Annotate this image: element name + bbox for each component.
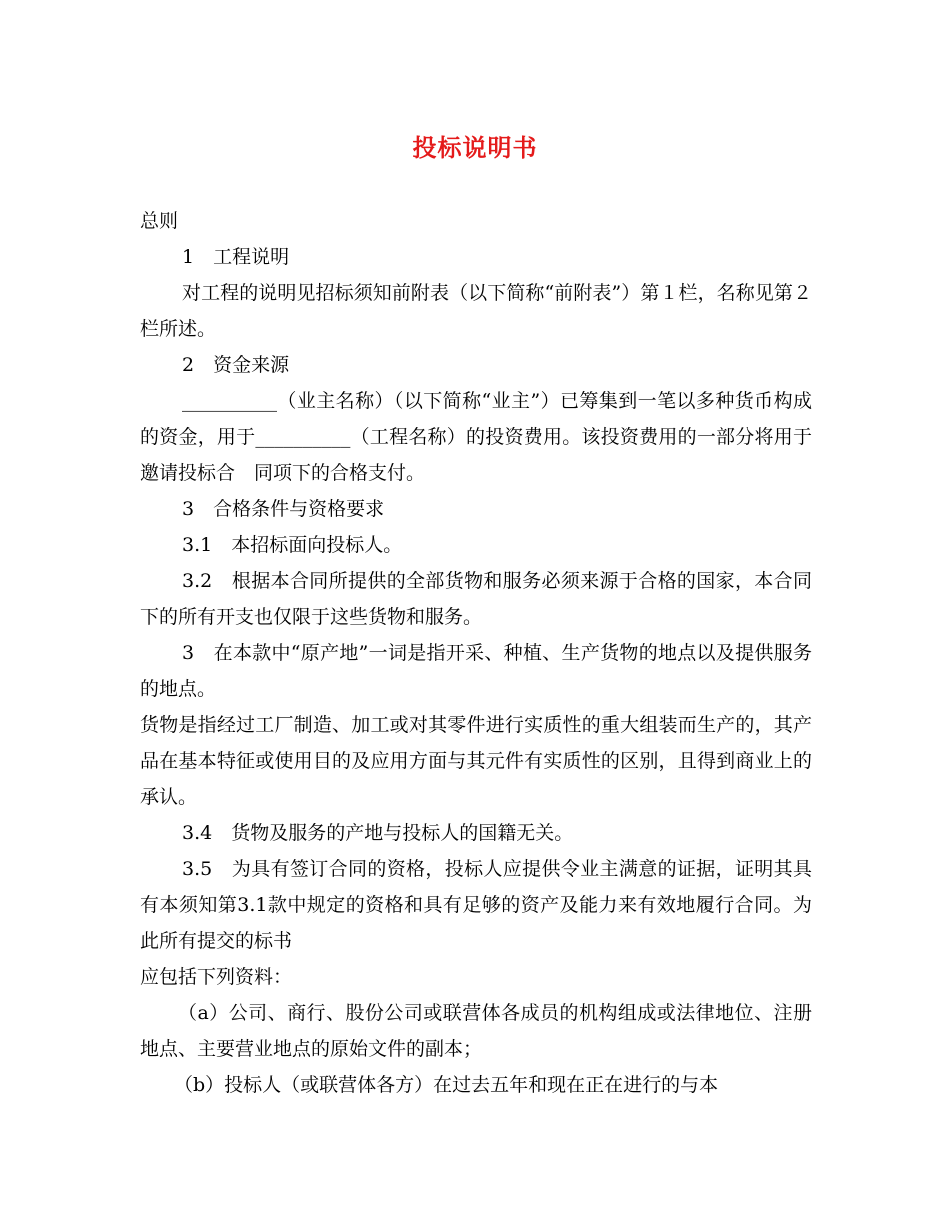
clause-3-5: 3.5 为具有签订合同的资格，投标人应提供令业主满意的证据，证明其具有本须知第3.1款中规定的资格和具有足够的资产及能力来有效地履行合同。为此所有提交的标书 (140, 858, 812, 952)
list-item-a: （a）公司、商行、股份公司或联营体各成员的机构组成或法律地位、注册地点、主要营业地点的原始文件的副本； (140, 1002, 812, 1060)
section-heading-general: 总则 (140, 210, 179, 232)
clause-3-1: 3.1 本招标面向投标人。 (182, 534, 403, 556)
clause-3-4: 3.4 货物及服务的产地与投标人的国籍无关。 (182, 822, 574, 844)
heading-funding-source: 2 资金来源 (182, 354, 290, 376)
paragraph-goods-definition: 货物是指经过工厂制造、加工或对其零件进行实质性的重大组装而生产的，其产品在基本特征或使用目的及应用方面与其元件有实质性的区别，且得到商业上的承认。 (140, 714, 812, 808)
heading-eligibility: 3 合格条件与资格要求 (182, 498, 385, 520)
heading-project-description: 1 工程说明 (182, 246, 290, 268)
document-body (140, 203, 812, 1103)
paragraph-required-materials: 应包括下列资料： (140, 966, 293, 988)
document-title: 投标说明书 (412, 134, 538, 162)
clause-3-3: 3 在本款中“原产地”一词是指开采、种植、生产货物的地点以及提供服务的地点。 (140, 642, 812, 700)
clause-3-2: 3.2 根据本合同所提供的全部货物和服务必须来源于合格的国家，本合同下的所有开支也仅限于这些货物和服务。 (140, 570, 812, 628)
paragraph-funding-source: __________（业主名称）（以下简称“业主”）已筹集到一笔以多种货币构成的资金，用于__________（工程名称）的投资费用。该投资费用的一部分将用于邀请投标合 同项下的合格支付。 (140, 390, 812, 484)
paragraph-project-description: 对工程的说明见招标须知前附表（以下简称“前附表”）第１栏，名称见第２栏所述。 (140, 282, 812, 340)
list-item-b: （b）投标人（或联营体各方）在过去五年和现在正在进行的与本 (174, 1074, 719, 1096)
